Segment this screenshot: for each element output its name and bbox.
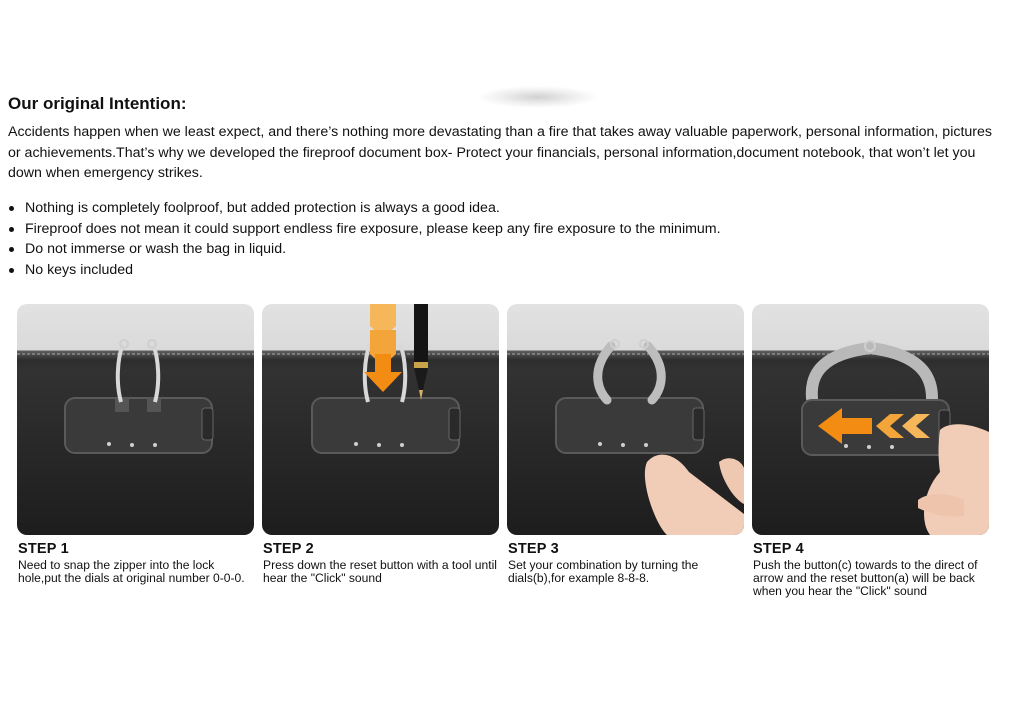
intro-paragraph: Accidents happen when we least expect, and there’s nothing more devastating than a fire that takes away valuable paperwork, personal information, pictures or achievements.That’s why we developed the fireproof document box- Protect your financials, personal information,document notebook, that won’t let you down when emergency strikes. [8,124,992,181]
bullet-dot-icon [9,227,14,232]
step-description: Push the button(c) towards to the direct of arrow and the reset button(a) will be back when you hear the "Click" sound [753,558,978,598]
combination-lock-illustration [17,304,254,535]
bullet-text: Nothing is completely foolproof, but added protection is always a good idea. [25,200,500,216]
list-item [8,219,1008,240]
step-title: STEP 3 [508,541,559,557]
step-2 [262,304,499,585]
combination-lock-illustration [262,304,499,535]
step-title: STEP 2 [263,541,314,557]
step-4-image [752,304,989,535]
step-3-image [507,304,744,535]
list-item [8,260,1008,281]
bullet-text: Do not immerse or wash the bag in liquid. [25,241,287,257]
step-1 [17,304,254,585]
bullet-dot-icon [9,206,14,211]
bullet-dot-icon [9,268,14,273]
combination-lock-illustration [507,304,744,535]
finger-icon [645,455,744,535]
step-3 [507,304,744,585]
bullet-list [8,198,1008,280]
pen-tool-icon [414,304,428,400]
list-item [8,198,1008,219]
step-4 [752,304,989,598]
list-item [8,239,1008,260]
section-heading: Our original Intention: [8,94,187,113]
combination-lock-illustration [752,304,989,535]
bullet-text: No keys included [25,261,134,278]
step-description: Need to snap the zipper into the lock hole,put the dials at original number 0-0-0. [18,558,245,585]
step-title: STEP 1 [18,541,69,557]
step-title: STEP 4 [753,541,804,557]
step-description: Set your combination by turning the dials(b),for example 8-8-8. [508,558,699,585]
step-2-image [262,304,499,535]
bullet-dot-icon [9,247,14,252]
step-1-image [17,304,254,535]
decorative-shadow [478,86,598,108]
step-description: Press down the reset button with a tool until hear the "Click" sound [263,558,497,585]
bullet-text: Fireproof does not mean it could support endless fire exposure, please keep any fire exposure to the minimum. [25,220,721,237]
